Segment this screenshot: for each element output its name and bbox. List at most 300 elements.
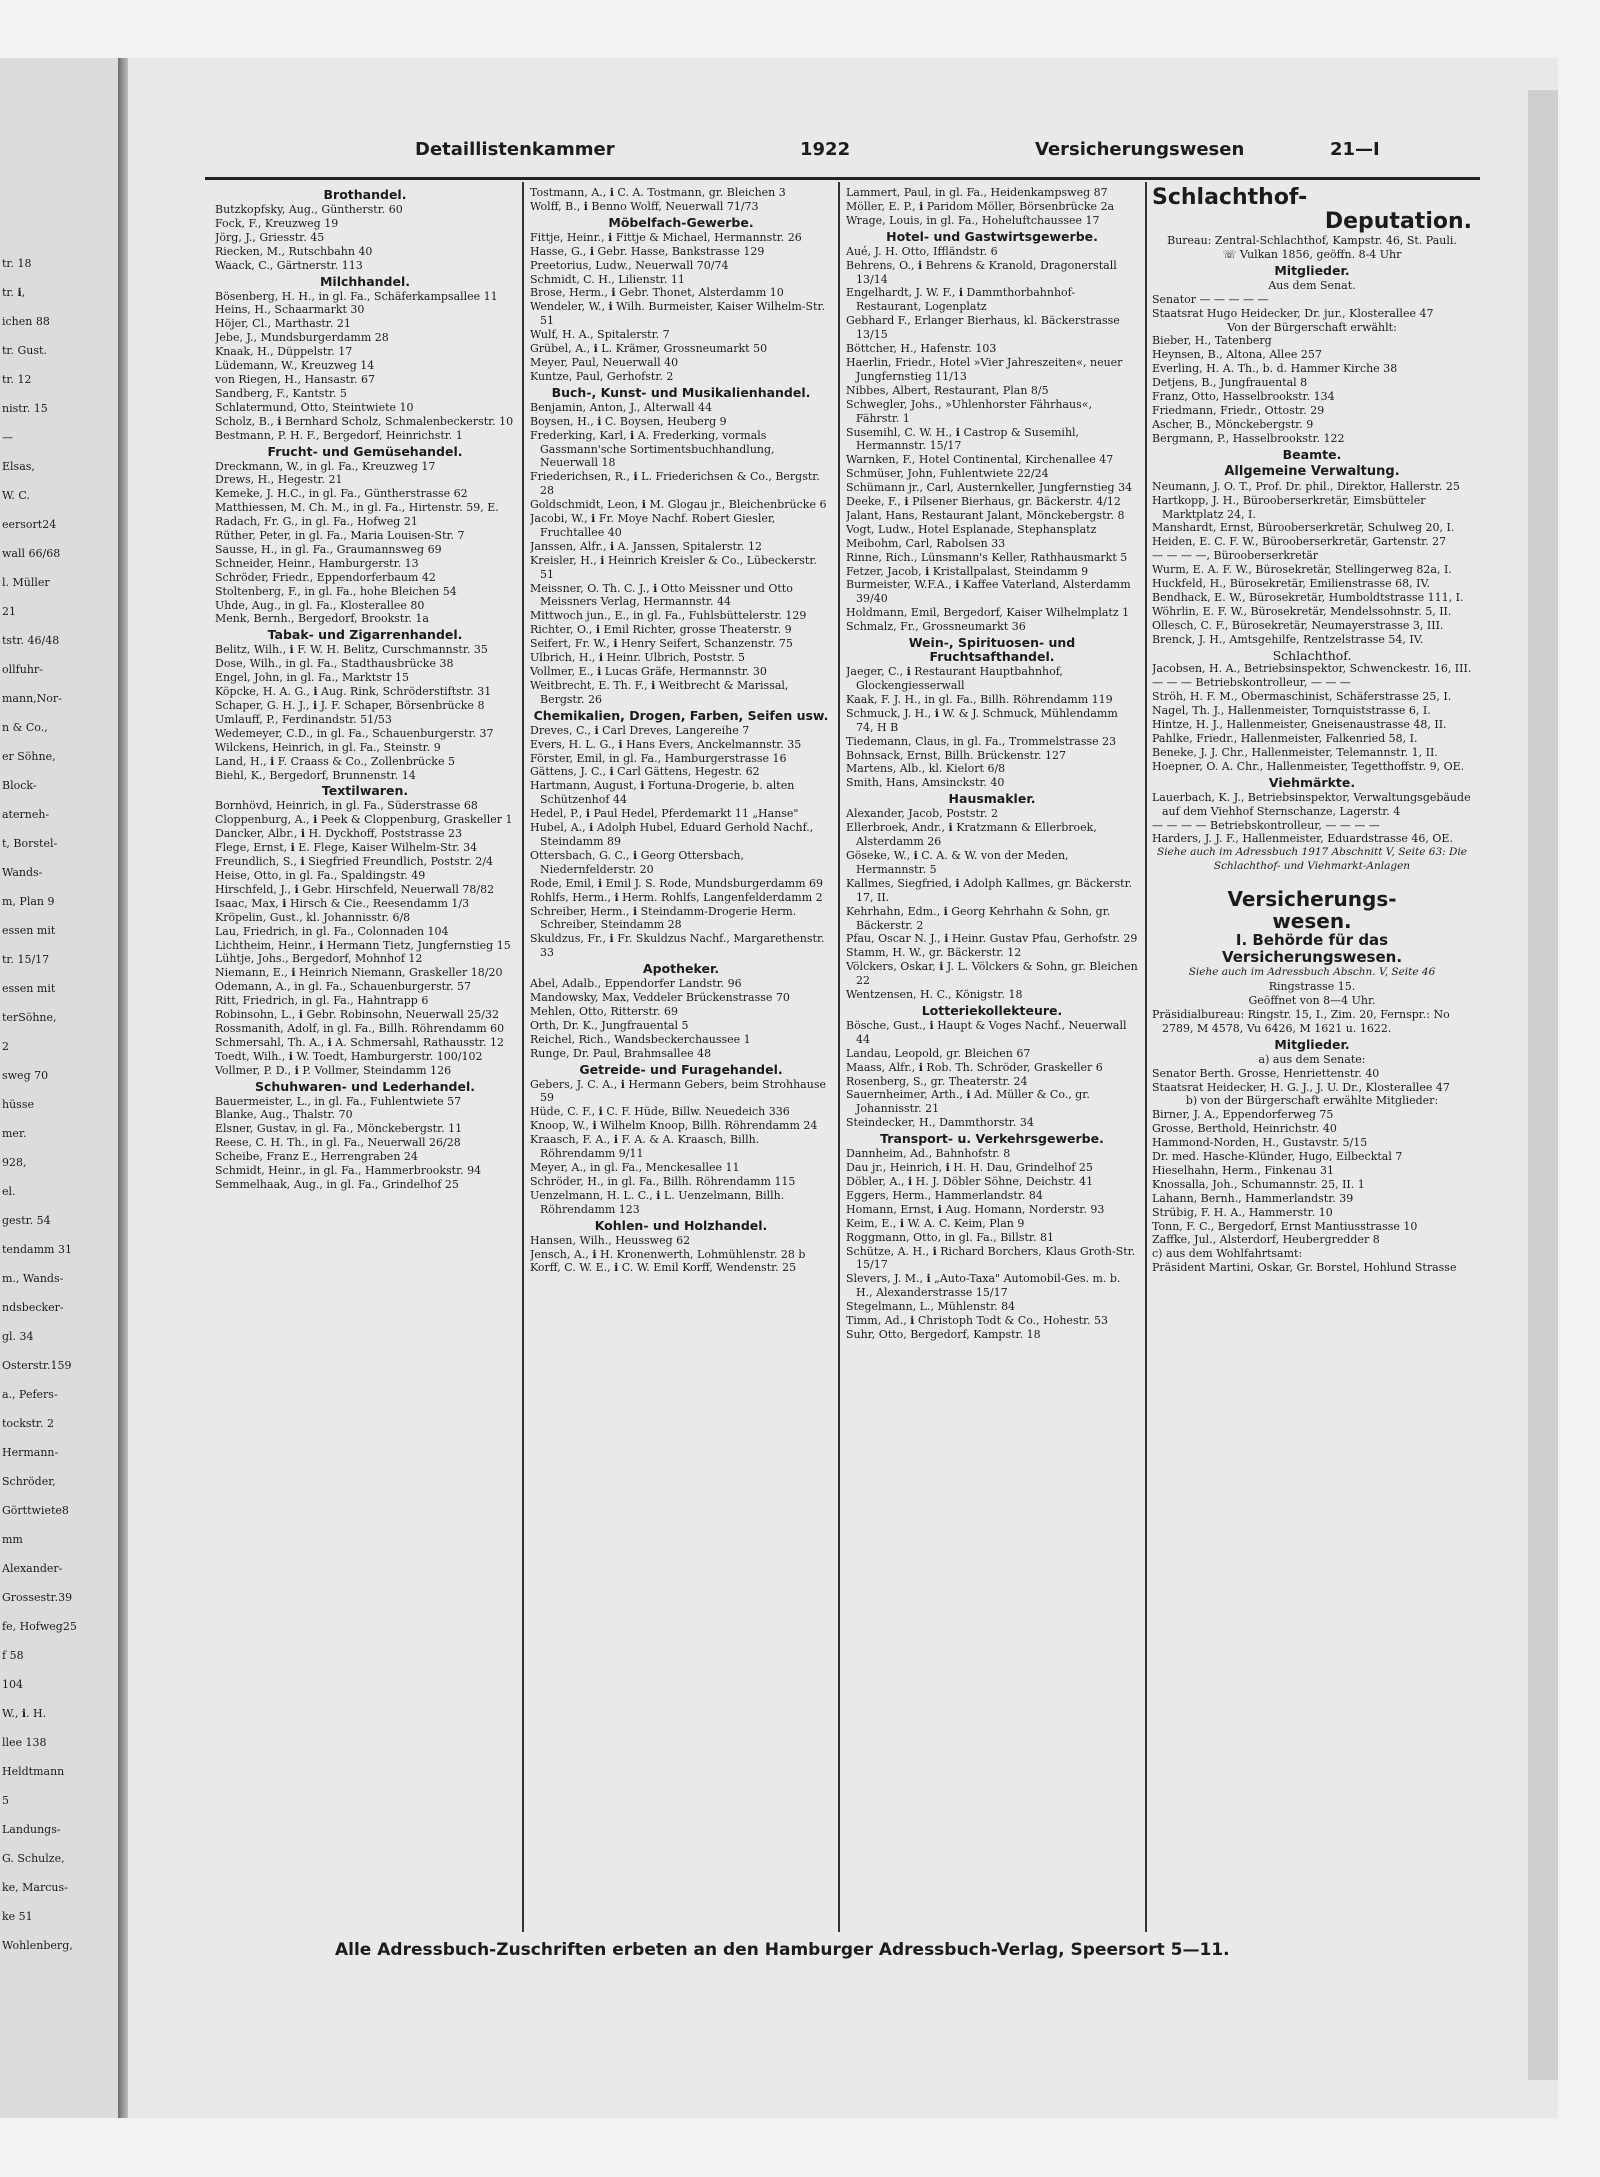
section-heading: Wein-, Spirituosen- und Fruchtsafthandel. [908, 635, 1076, 665]
section-heading: Transport- u. Verkehrsgewerbe. [880, 1131, 1104, 1147]
directory-entry: Bergmann, P., Hasselbrookstr. 122 [1152, 431, 1345, 445]
directory-entry: Heiden, E. C. F. W., Bürooberserkretär, Gartenstr. 27 [1152, 535, 1447, 549]
directory-entry: Rode, Emil, ℹ Emil J. S. Rode, Mundsburgerdamm 69 [530, 876, 824, 890]
directory-entry: Schröder, H., in gl. Fa., Billh. Röhrendamm 115 [530, 1174, 796, 1188]
directory-entry: Weitbrecht, E. Th. F., ℹ Weitbrecht & Marissal, Bergstr. 26 [530, 678, 789, 706]
directory-entry: Hasse, G., ℹ Gebr. Hasse, Bankstrasse 129 [530, 244, 765, 258]
directory-entry: Schmalz, Fr., Grossneumarkt 36 [846, 620, 1026, 634]
directory-entry: Döbler, A., ℹ H. J. Döbler Söhne, Deichstr. 41 [846, 1175, 1094, 1188]
left-page-text-fragment: el. [2, 1185, 16, 1198]
directory-entry: Grübel, A., ℹ L. Krämer, Grossneumarkt 50 [530, 342, 768, 356]
directory-entry: Jörg, J., Griesstr. 45 [215, 230, 325, 244]
ringstrasse: Ringstrasse 15. [1268, 980, 1356, 994]
directory-entry: Rossmanith, Adolf, in gl. Fa., Billh. Röhrendamm 60 [215, 1021, 505, 1035]
left-page-text-fragment: ke 51 [2, 1910, 33, 1923]
directory-entry: Holdmann, Emil, Bergedorf, Kaiser Wilhelmplatz 1 [846, 606, 1130, 620]
column-rule [838, 182, 840, 1932]
directory-entry: Evers, H. L. G., ℹ Hans Evers, Anckelmannstr. 35 [530, 737, 802, 751]
left-page-text-fragment: er Söhne, [2, 750, 56, 763]
directory-entry: Meyer, A., in gl. Fa., Menckesallee 11 [530, 1161, 740, 1174]
verwaltung-list [1152, 480, 1472, 647]
directory-entry: Böttcher, H., Hafenstr. 103 [846, 342, 997, 356]
directory-entry: Haerlin, Friedr., Hotel »Vier Jahreszeiten«, neuer Jungfernstieg 11/13 [846, 355, 1123, 383]
left-page-text-fragment: 928, [2, 1156, 27, 1169]
directory-entry: Stegelmann, L., Mühlenstr. 84 [846, 1300, 1016, 1314]
directory-entry: Senator Berth. Grosse, Henriettenstr. 40 [1152, 1066, 1380, 1080]
directory-entry: Wilckens, Heinrich, in gl. Fa., Steinstr. 9 [215, 740, 441, 754]
directory-entry: Hubel, A., ℹ Adolph Hubel, Eduard Gerhold Nachf., Steindamm 89 [530, 821, 814, 848]
directory-entry: Dose, Wilh., in gl. Fa., Stadthausbrücke 38 [215, 657, 454, 671]
directory-entry: Hüde, C. F., ℹ C. F. Hüde, Billw. Neuedeich 336 [530, 1105, 790, 1119]
directory-entry: Jaeger, C., ℹ Restaurant Hauptbahnhof, Glockengiesserwall [846, 665, 1063, 692]
left-page-text-fragment: wall 66/68 [2, 547, 61, 560]
section-heading: Chemikalien, Drogen, Farben, Seifen usw. [533, 707, 829, 723]
publisher-footer: Alle Adressbuch-Zuschriften erbeten an den Hamburger Adressbuch-Verlag, Speersort 5—11. [335, 1940, 1230, 1960]
column-rule [1145, 182, 1147, 1932]
behoerde-heading: I. Behörde für das Versicherungswesen. [1221, 931, 1403, 967]
directory-entry: Goldschmidt, Leon, ℹ M. Glogau jr., Bleichenbrücke 6 [530, 498, 827, 512]
directory-entry: Bösenberg, H. H., in gl. Fa., Schäferkampsallee 11 [215, 289, 498, 303]
left-page-text-fragment: essen mit [2, 982, 56, 995]
header-left: Detaillistenkammer [415, 139, 615, 160]
directory-entry: Wolff, B., ℹ Benno Wolff, Neuerwall 71/73 [530, 199, 759, 213]
directory-entry: Dr. med. Hasche-Klünder, Hugo, Eilbecktal 7 [1152, 1150, 1403, 1164]
allg-verwaltung-heading: Allgemeine Verwaltung. [1224, 463, 1400, 479]
directory-entry: Everling, H. A. Th., b. d. Hammer Kirche 38 [1152, 362, 1398, 376]
directory-entry: Höjer, Cl., Marthastr. 21 [215, 317, 351, 331]
section-heading: Möbelfach-Gewerbe. [608, 214, 754, 230]
directory-entry: Tiedemann, Claus, in gl. Fa., Trommelstrasse 23 [846, 734, 1117, 748]
directory-entry: Matthiessen, M. Ch. M., in gl. Fa., Hirtenstr. 59, E. [215, 501, 499, 515]
directory-entry: Ritt, Friedrich, in gl. Fa., Hahntrapp 6 [215, 994, 429, 1008]
directory-entry: Scheibe, Franz E., Herrengraben 24 [215, 1150, 418, 1164]
left-page-text-fragment: 5 [2, 1794, 9, 1807]
directory-entry: Robinsohn, L., ℹ Gebr. Robinsohn, Neuerwall 25/32 [215, 1008, 500, 1022]
directory-entry: Sandberg, F., Kantstr. 5 [215, 386, 347, 400]
left-page-text-fragment: — [2, 431, 13, 444]
directory-entry: Uenzelmann, H. L. C., ℹ L. Uenzelmann, Billh. Röhrendamm 123 [530, 1188, 785, 1216]
directory-entry: Schmuck, J. H., ℹ W. & J. Schmuck, Mühlendamm 74, H B [846, 706, 1118, 734]
left-page-text-fragment: ichen 88 [2, 315, 50, 328]
directory-entry: Schmidt, C. H., Lilienstr. 11 [530, 272, 685, 286]
left-page-text-fragment: m., Wands- [2, 1272, 64, 1285]
column-1 [215, 186, 515, 1931]
directory-entry: Boysen, H., ℹ C. Boysen, Heuberg 9 [530, 414, 727, 428]
directory-entry: Bestmann, P. H. F., Bergedorf, Heinrichstr. 1 [215, 428, 463, 442]
directory-entry: Wrage, Louis, in gl. Fa., Hoheluftchaussee 17 [846, 213, 1100, 227]
schlachthof-list [1152, 662, 1472, 773]
directory-entry: Mehlen, Otto, Ritterstr. 69 [530, 1004, 678, 1018]
header-rule [205, 177, 1480, 180]
directory-entry: Isaac, Max, ℹ Hirsch & Cie., Reesendamm 1/3 [215, 896, 470, 910]
praesidialbureau: Präsidialbureau: Ringstr. 15, I., Zim. 20, Fernspr.: No 2789, M 4578, Vu 6426, M 1621 u. 1622. [1152, 1007, 1450, 1035]
left-page-text-fragment: G. Schulze, [2, 1852, 65, 1865]
left-page-text-fragment: 104 [2, 1678, 23, 1691]
directory-entry: Stoltenberg, F., in gl. Fa., hohe Bleichen 54 [215, 584, 457, 598]
left-page-text-fragment: llee 138 [2, 1736, 47, 1749]
section-heading: Brothandel. [323, 187, 407, 202]
directory-entry: Landau, Leopold, gr. Bleichen 67 [846, 1046, 1031, 1060]
directory-entry: Köpcke, H. A. G., ℹ Aug. Rink, Schröderstiftstr. 31 [215, 685, 492, 699]
staatsrat-entry: Staatsrat Hugo Heidecker, Dr. jur., Klosterallee 47 [1152, 306, 1434, 320]
left-page-text-fragment: nistr. 15 [2, 402, 48, 415]
directory-entry: Schmersahl, Th. A., ℹ A. Schmersahl, Rathausstr. 12 [215, 1035, 505, 1049]
directory-entry: Butzkopfsky, Aug., Güntherstr. 60 [215, 203, 403, 216]
left-page-text-fragment: Alexander- [2, 1562, 63, 1575]
left-page-text-fragment: Schröder, [2, 1475, 56, 1488]
directory-entry: Jensch, A., ℹ H. Kronenwerth, Lohmühlenstr. 28 b [530, 1247, 806, 1261]
directory-entry: Skuldzus, Fr., ℹ Fr. Skuldzus Nachf., Margarethenstr. 33 [530, 932, 825, 960]
directory-entry: Jacobi, W., ℹ Fr. Moye Nachf. Robert Giesler, Fruchtallee 40 [530, 512, 776, 539]
left-page-text-fragment: mer. [2, 1127, 27, 1140]
directory-entry: Richter, O., ℹ Emil Richter, grosse Theaterstr. 9 [530, 623, 792, 637]
left-page-text-fragment: tr. 18 [2, 257, 32, 270]
directory-entry: von Riegen, H., Hansastr. 67 [215, 372, 375, 386]
directory-entry: Waack, C., Gärtnerstr. 113 [215, 258, 363, 272]
directory-entry: Bösche, Gust., ℹ Haupt & Voges Nachf., Neuerwall 44 [846, 1018, 1127, 1046]
deputation-title: Deputation. [1324, 209, 1472, 234]
directory-entry: Wendeler, W., ℹ Wilh. Burmeister, Kaiser Wilhelm-Str. 51 [530, 300, 826, 328]
left-page-text-fragment: n & Co., [2, 721, 48, 734]
directory-entry: Timm, Ad., ℹ Christoph Todt & Co., Hohestr. 53 [846, 1314, 1109, 1328]
left-page-text-fragment: aterneh- [2, 808, 50, 821]
directory-entry: Schütze, A. H., ℹ Richard Borchers, Klaus Groth-Str. 15/17 [846, 1244, 1136, 1272]
directory-entry: Seifert, Fr. W., ℹ Henry Seifert, Schanzenstr. 75 [530, 637, 793, 651]
directory-entry: Runge, Dr. Paul, Brahmsallee 48 [530, 1046, 712, 1060]
directory-entry: Wöhrlin, E. F. W., Bürosekretär, Mendelssohnstr. 5, II. [1152, 604, 1452, 618]
left-page-text-fragment: Grossestr.39 [2, 1591, 73, 1604]
directory-entry: Gebhard F., Erlanger Bierhaus, kl. Bäckerstrasse 13/15 [846, 314, 1120, 342]
directory-entry: — — — Betriebskontrolleur, — — — [1152, 676, 1351, 690]
directory-entry: Brenck, J. H., Amtsgehilfe, Rentzelstrasse 54, IV. [1152, 632, 1424, 646]
directory-entry: Korff, C. W. E., ℹ C. W. Emil Korff, Wendenstr. 25 [530, 1261, 797, 1275]
directory-entry: Fetzer, Jacob, ℹ Kristallpalast, Steindamm 9 [846, 564, 1089, 578]
directory-entry: — — — —, Bürooberserkretär [1152, 549, 1319, 563]
directory-entry: Suhr, Otto, Bergedorf, Kampstr. 18 [846, 1327, 1041, 1341]
directory-entry: Kreisler, H., ℹ Heinrich Kreisler & Co., Lübeckerstr. 51 [530, 553, 817, 581]
senate-members-list [1152, 1067, 1472, 1095]
left-page-text-fragment: ollfuhr- [2, 663, 43, 676]
directory-entry: Dreckmann, W., in gl. Fa., Kreuzweg 17 [215, 459, 436, 473]
directory-entry: Belitz, Wilh., ℹ F. W. H. Belitz, Curschmannstr. 35 [215, 643, 488, 657]
section-heading: Apotheker. [642, 961, 720, 977]
directory-entry: Janssen, Alfr., ℹ A. Janssen, Spitalerstr. 12 [530, 539, 763, 553]
directory-entry: Burmeister, W.F.A., ℹ Kaffee Vaterland, Alsterdamm 39/40 [846, 578, 1131, 606]
directory-entry: Umlauff, P., Ferdinandstr. 51/53 [215, 712, 392, 726]
directory-entry: Scholz, B., ℹ Bernhard Scholz, Schmalenbeckerstr. 10 [215, 414, 514, 428]
directory-entry: Hartmann, August, ℹ Fortuna-Drogerie, b. alten Schützenhof 44 [530, 779, 795, 807]
directory-entry: Uhde, Aug., in gl. Fa., Klosterallee 80 [215, 598, 425, 612]
directory-entry: Rosenberg, S., gr. Theaterstr. 24 [846, 1074, 1028, 1088]
directory-entry: Förster, Emil, in gl. Fa., Hamburgerstrasse 16 [530, 751, 787, 765]
directory-entry: c) aus dem Wohlfahrtsamt: [1152, 1247, 1303, 1261]
viehmaerkte-heading: Viehmärkte. [1268, 774, 1356, 790]
directory-entry: Hintze, H. J., Hallenmeister, Gneisenaustrasse 48, II. [1152, 718, 1447, 732]
directory-entry: Odemann, A., in gl. Fa., Schauenburgerstr. 57 [215, 980, 472, 994]
column-2 [530, 186, 832, 1931]
directory-entry: Cloppenburg, A., ℹ Peek & Cloppenburg, Graskeller 1 [215, 813, 513, 827]
directory-entry: Biehl, K., Bergedorf, Brunnenstr. 14 [215, 768, 416, 782]
left-page-text-fragment: gl. 34 [2, 1330, 34, 1343]
header-page-number: 21—I [1330, 139, 1380, 160]
directory-entry: Lichtheim, Heinr., ℹ Hermann Tietz, Jungfernstieg 15 [215, 938, 511, 952]
left-page-text-fragment: Osterstr.159 [2, 1359, 72, 1372]
directory-entry: Ottersbach, G. C., ℹ Georg Ottersbach, Niedernfelderstr. 20 [530, 848, 745, 876]
directory-entry: Keim, E., ℹ W. A. C. Keim, Plan 9 [846, 1216, 1025, 1230]
directory-entry: Knaak, H., Düppelstr. 17 [215, 345, 353, 359]
directory-entry: Orth, Dr. K., Jungfrauental 5 [530, 1018, 689, 1032]
directory-entry: Heins, H., Schaarmarkt 30 [215, 303, 365, 317]
buergerschaft-label-2: b) von der Bürgerschaft erwählte Mitglieder: [1185, 1094, 1439, 1108]
directory-entry: Huckfeld, H., Bürosekretär, Emilienstrasse 68, IV. [1152, 577, 1431, 591]
directory-entry: Freundlich, S., ℹ Siegfried Freundlich, Poststr. 2/4 [215, 855, 494, 869]
directory-entry: Göseke, W., ℹ C. A. & W. von der Meden, Hermannstr. 5 [846, 848, 1069, 876]
directory-entry: Hedel, P., ℹ Paul Hedel, Pferdemarkt 11 „Hanse" [530, 807, 799, 821]
left-page-text-fragment: tr. 15/17 [2, 953, 50, 966]
section-heading: Textilwaren. [321, 783, 409, 799]
directory-entry: Niemann, E., ℹ Heinrich Niemann, Graskeller 18/20 [215, 966, 503, 980]
directory-entry: Sauernheimer, Arth., ℹ Ad. Müller & Co., gr. Johannisstr. 21 [846, 1088, 1090, 1116]
left-page-text-fragment: terSöhne, [2, 1011, 57, 1024]
versicherungs-title: Versicherungs- [1227, 887, 1397, 912]
left-page-text-fragment: Hermann- [2, 1446, 59, 1459]
directory-entry: Heynsen, B., Altona, Allee 257 [1152, 348, 1322, 362]
directory-entry: — — — — Betriebskontrolleur, — — — — [1152, 818, 1380, 832]
directory-entry: Mandowsky, Max, Veddeler Brückenstrasse 70 [530, 991, 790, 1005]
directory-entry: Preetorius, Ludw., Neuerwall 70/74 [530, 258, 729, 272]
directory-entry: Rinne, Rich., Lünsmann's Keller, Rathhausmarkt 5 [846, 550, 1128, 564]
directory-entry: Land, H., ℹ F. Craass & Co., Zollenbrücke 5 [215, 754, 455, 768]
left-page-text-fragment: Elsas, [2, 460, 35, 473]
section-heading: Schuhwaren- und Lederhandel. [255, 1078, 475, 1094]
left-page-text-fragment: ke, Marcus- [2, 1881, 68, 1894]
directory-entry: Franz, Otto, Hasselbrookstr. 134 [1152, 390, 1335, 404]
buergerschaft-label: Von der Bürgerschaft erwählt: [1227, 320, 1397, 334]
directory-entry: Wulf, H. A., Spitalerstr. 7 [530, 328, 670, 342]
left-page-text-fragment: Wands- [2, 866, 43, 879]
directory-entry: Eggers, Herm., Hammerlandstr. 84 [846, 1188, 1043, 1202]
directory-entry: Gättens, J. C., ℹ Carl Gättens, Hegestr. 62 [530, 765, 760, 779]
directory-entry: Maass, Alfr., ℹ Rob. Th. Schröder, Graskeller 6 [846, 1060, 1103, 1074]
directory-entry: Birner, J. A., Eppendorferweg 75 [1152, 1108, 1334, 1122]
left-page-text-fragment: tstr. 46/48 [2, 634, 60, 647]
section-heading: Tabak- und Zigarrenhandel. [267, 627, 463, 643]
directory-entry: Lau, Friedrich, in gl. Fa., Colonnaden 104 [215, 924, 449, 938]
directory-entry: Stamm, H. W., gr. Bäckerstr. 12 [846, 946, 1022, 960]
directory-entry: Roggmann, Otto, in gl. Fa., Billstr. 81 [846, 1230, 1054, 1244]
directory-entry: Hansen, Wilh., Heussweg 62 [530, 1233, 691, 1247]
column-4 [1152, 186, 1472, 1931]
directory-entry: Fock, F., Kreuzweg 19 [215, 216, 339, 230]
directory-entry: Dreves, C., ℹ Carl Dreves, Langereihe 7 [530, 723, 750, 737]
directory-entry: Lühtje, Johs., Bergedorf, Mohnhof 12 [215, 952, 423, 966]
directory-entry: Ulbrich, H., ℹ Heinr. Ulbrich, Poststr. 5 [530, 651, 745, 665]
directory-entry: Kallmes, Siegfried, ℹ Adolph Kallmes, gr. Bäckerstr. 17, II. [846, 876, 1133, 904]
directory-entry: Radach, Fr. G., in gl. Fa., Hofweg 21 [215, 515, 418, 529]
left-page-text-fragment: tendamm 31 [2, 1243, 72, 1256]
senate-label-2: a) aus dem Senate: [1258, 1052, 1366, 1066]
directory-entry: Tonn, F. C., Bergedorf, Ernst Mantiusstrasse 10 [1152, 1219, 1418, 1233]
directory-entry: Hirschfeld, J., ℹ Gebr. Hirschfeld, Neuerwall 78/82 [215, 882, 495, 896]
directory-entry: Gebers, J. C. A., ℹ Hermann Gebers, beim Strohhause 59 [530, 1077, 826, 1105]
directory-entry: Susemihl, C. W. H., ℹ Castrop & Susemihl, Hermannstr. 15/17 [846, 425, 1080, 453]
left-page-text-fragment: tr. Gust. [2, 344, 47, 357]
members-heading-2: Mitglieder. [1274, 1036, 1350, 1052]
left-page-text-fragment: sweg 70 [2, 1069, 49, 1082]
directory-entry: Bendhack, E. W., Bürosekretär, Humboldtstrasse 111, I. [1152, 590, 1464, 604]
left-page-text-fragment: tockstr. 2 [2, 1417, 54, 1430]
left-page-text-fragment: hüsse [2, 1098, 34, 1111]
directory-entry: Präsident Martini, Oskar, Gr. Borstel, Hohlund Strasse [1152, 1261, 1457, 1275]
section-heading: Hotel- und Gastwirtsgewerbe. [886, 228, 1098, 244]
directory-entry: Kuntze, Paul, Gerhofstr. 2 [530, 369, 674, 383]
senate-label: Aus dem Senat. [1268, 278, 1356, 292]
directory-entry: Schmüser, John, Fuhlentwiete 22/24 [846, 467, 1049, 481]
directory-entry: Kröpelin, Gust., kl. Johannisstr. 6/8 [215, 910, 411, 924]
directory-entry: Nagel, Th. J., Hallenmeister, Tornquiststrasse 6, I. [1152, 704, 1431, 718]
page-edge [1528, 90, 1558, 2080]
directory-entry: Schmidt, Heinr., in gl. Fa., Hammerbrookstr. 94 [215, 1164, 482, 1178]
directory-entry: Behrens, O., ℹ Behrens & Kranold, Dragonerstall 13/14 [846, 258, 1117, 286]
directory-entry: Mittwoch jun., E., in gl. Fa., Fuhlsbüttelerstr. 129 [530, 609, 807, 623]
directory-entry: Engelhardt, J. W. F., ℹ Dammthorbahnhof-Restaurant, Logenplatz [846, 286, 1076, 314]
left-page-text-fragment: essen mit [2, 924, 56, 937]
page-header [205, 135, 1480, 171]
directory-entry: Riecken, M., Rutschbahn 40 [215, 244, 373, 258]
directory-entry: Rüther, Peter, in gl. Fa., Maria Louisen-Str. 7 [215, 529, 465, 543]
directory-entry: Lammert, Paul, in gl. Fa., Heidenkampsweg 87 [846, 186, 1108, 199]
column-rule [522, 182, 524, 1932]
directory-entry: Schreiber, Herm., ℹ Steindamm-Drogerie Herm. Schreiber, Steindamm 28 [530, 904, 797, 932]
left-page-text-fragment: Wohlenberg, [2, 1939, 73, 1952]
directory-entry: Pfau, Oscar N. J., ℹ Heinr. Gustav Pfau, Gerhofstr. 29 [846, 932, 1138, 946]
directory-entry: Friedmann, Friedr., Ottostr. 29 [1152, 403, 1325, 417]
directory-entry: Hieselhahn, Herm., Finkenau 31 [1152, 1163, 1335, 1177]
directory-entry: Manshardt, Ernst, Bürooberserkretär, Schulweg 20, I. [1152, 521, 1455, 535]
directory-entry: Jebe, J., Mundsburgerdamm 28 [215, 331, 389, 345]
section-heading: Getreide- und Furagehandel. [579, 1061, 783, 1077]
left-page-text-fragment: gestr. 54 [2, 1214, 51, 1227]
directory-entry: Hammond-Norden, H., Gustavstr. 5/15 [1152, 1136, 1368, 1150]
left-page-text-fragment: W., ℹ. H. [2, 1707, 47, 1720]
directory-entry: Meibohm, Carl, Rabolsen 33 [846, 536, 1006, 550]
section-heading: Frucht- und Gemüsehandel. [267, 443, 463, 459]
directory-entry: Toedt, Wilh., ℹ W. Toedt, Hamburgerstr. 100/102 [215, 1049, 483, 1063]
section-heading: Hausmakler. [948, 791, 1036, 807]
directory-entry: Neumann, J. O. T., Prof. Dr. phil., Direktor, Hallerstr. 25 [1152, 479, 1460, 493]
section-heading: Milchhandel. [319, 273, 410, 289]
bureau-phone: ☏ Vulkan 1856, geöffn. 8-4 Uhr [1222, 247, 1402, 261]
directory-entry: Warnken, F., Hotel Continental, Kirchenallee 47 [846, 453, 1114, 467]
directory-entry: Möller, E. P., ℹ Paridom Möller, Börsenbrücke 2a [846, 199, 1115, 213]
directory-entry: Abel, Adalb., Eppendorfer Landstr. 96 [530, 977, 742, 991]
members-heading: Mitglieder. [1274, 262, 1350, 278]
header-year: 1922 [800, 139, 851, 160]
directory-entry: Elsner, Gustav, in gl. Fa., Mönckebergstr. 11 [215, 1122, 463, 1136]
senator-entry: Senator — — — — — [1152, 292, 1269, 306]
column-3 [846, 186, 1138, 1931]
directory-entry: Homann, Ernst, ℹ Aug. Homann, Norderstr. 93 [846, 1202, 1105, 1216]
directory-entry: Schlatermund, Otto, Steintwiete 10 [215, 400, 414, 414]
directory-entry: Schröder, Friedr., Eppendorferbaum 42 [215, 570, 436, 584]
directory-entry: Tostmann, A., ℹ C. A. Tostmann, gr. Bleichen 3 [530, 186, 786, 199]
directory-entry: Schümann jr., Carl, Austernkeller, Jungfernstieg 34 [846, 481, 1133, 495]
directory-entry: Rohlfs, Herm., ℹ Herm. Rohlfs, Langenfelderdamm 2 [530, 890, 823, 904]
directory-entry: Bauermeister, L., in gl. Fa., Fuhlentwiete 57 [215, 1094, 462, 1108]
directory-entry: Dannheim, Ad., Bahnhofstr. 8 [846, 1147, 1011, 1161]
left-page-text-fragment: m, Plan 9 [2, 895, 55, 908]
directory-entry: Schneider, Heinr., Hamburgerstr. 13 [215, 556, 419, 570]
directory-entry: Deeke, F., ℹ Pilsener Bierhaus, gr. Bäckerstr. 4/12 [846, 495, 1121, 509]
directory-entry: Heise, Otto, in gl. Fa., Spaldingstr. 49 [215, 868, 426, 882]
directory-entry: Kraasch, F. A., ℹ F. A. & A. Kraasch, Billh. Röhrendamm 9/11 [530, 1133, 760, 1161]
siehe-auch-note: Siehe auch im Adressbuch 1917 Abschnitt V, Seite 63: Die Schlachthof- und Viehmarkt-Anlagen [1157, 846, 1467, 873]
directory-entry: Grosse, Berthold, Heinrichstr. 40 [1152, 1122, 1337, 1136]
directory-entry: Alexander, Jacob, Poststr. 2 [846, 807, 998, 821]
left-page-text-fragment: 21 [2, 605, 16, 618]
directory-entry: Ellerbroek, Andr., ℹ Kratzmann & Ellerbroek, Alsterdamm 26 [846, 821, 1097, 849]
left-page-text-fragment: mann,Nor- [2, 692, 62, 705]
left-page-text-fragment: tr. 12 [2, 373, 32, 386]
directory-entry: Kaak, F. J. H., in gl. Fa., Billh. Röhrendamm 119 [846, 692, 1113, 706]
directory-entry: Schaper, G. H. J., ℹ J. F. Schaper, Börsenbrücke 8 [215, 699, 485, 712]
directory-entry: Reichel, Rich., Wandsbeckerchaussee 1 [530, 1032, 751, 1046]
directory-entry: Meyer, Paul, Neuerwall 40 [530, 355, 679, 369]
left-page-text-fragment: l. Müller [2, 576, 50, 589]
left-page-text-fragment: 2 [2, 1040, 9, 1053]
bureau-address: Bureau: Zentral-Schlachthof, Kampstr. 46, St. Pauli. [1167, 234, 1457, 247]
directory-entry: Pahlke, Friedr., Hallenmeister, Falkenried 58, I. [1152, 732, 1418, 745]
directory-entry: Völckers, Oskar, ℹ J. L. Völckers & Sohn, gr. Bleichen 22 [846, 960, 1138, 988]
directory-entry: Vogt, Ludw., Hotel Esplanade, Stephansplatz [846, 522, 1097, 536]
left-page-text-fragment: Block- [2, 779, 37, 792]
directory-entry: Ollesch, C. F., Bürosekretär, Neumayerstrasse 3, III. [1152, 618, 1444, 632]
directory-entry: Wedemeyer, C.D., in gl. Fa., Schauenburgerstr. 37 [215, 726, 494, 740]
directory-entry: Harders, J. J. F., Hallenmeister, Eduardstrasse 46, OE. [1152, 832, 1453, 846]
directory-entry: Flege, Ernst, ℹ E. Flege, Kaiser Wilhelm-Str. 34 [215, 841, 478, 855]
left-page-text-fragment: Görttwiete8 [2, 1504, 69, 1517]
left-page-text-fragment: a., Pefers- [2, 1388, 58, 1401]
book-gutter [118, 58, 128, 2118]
directory-entry: Kemeke, J. H.C., in gl. Fa., Güntherstrasse 62 [215, 487, 468, 501]
left-page-text-fragment: Landungs- [2, 1823, 61, 1836]
directory-entry: Meissner, O. Th. C. J., ℹ Otto Meissner und Otto Meissners Verlag, Hermannstr. 44 [530, 581, 793, 609]
directory-entry: Wurm, E. A. F. W., Bürosekretär, Stellingerweg 82a, I. [1152, 563, 1452, 577]
directory-entry: Frederking, Karl, ℹ A. Frederking, vormals Gassmann'sche Sortimentsbuchhandlung, Neuerwall 18 [530, 428, 775, 470]
directory-entry: Fittje, Heinr., ℹ Fittje & Michael, Hermannstr. 26 [530, 230, 802, 244]
left-page-text-fragment: tr. ℹ, [2, 286, 26, 299]
directory-entry: Reese, C. H. Th., in gl. Fa., Neuerwall 26/28 [215, 1136, 461, 1150]
section-heading: Buch-, Kunst- und Musikalienhandel. [551, 384, 811, 400]
directory-entry: Knoop, W., ℹ Wilhelm Knoop, Billh. Röhrendamm 24 [530, 1119, 818, 1133]
left-page-fragment [0, 58, 121, 2118]
directory-entry: Steindecker, H., Dammthorstr. 34 [846, 1116, 1034, 1130]
directory-entry: Bieber, H., Tatenberg [1152, 334, 1272, 348]
left-page-text-fragment: fe, Hofweg25 [2, 1620, 77, 1633]
opening-hours: Geöffnet von 8—4 Uhr. [1248, 993, 1376, 1007]
beamte-heading: Beamte. [1282, 446, 1342, 462]
wesen-title: wesen. [1272, 909, 1352, 934]
left-page-text-fragment: W. C. [2, 489, 30, 502]
elected-members-list [1152, 1108, 1472, 1275]
directory-entry: Hoepner, O. A. Chr., Hallenmeister, Tegetthoffstr. 9, OE. [1152, 759, 1465, 773]
section-heading: Lotteriekollekteure. [921, 1002, 1063, 1018]
directory-entry: Lahann, Bernh., Hammerlandstr. 39 [1152, 1191, 1354, 1205]
directory-entry: Smith, Hans, Amsinckstr. 40 [846, 776, 1005, 790]
directory-entry: Ströh, H. F. M., Obermaschinist, Schäferstrasse 25, I. [1152, 690, 1452, 704]
directory-entry: Menk, Bernh., Bergedorf, Brookstr. 1a [215, 612, 429, 626]
header-section: Versicherungswesen [1035, 139, 1245, 160]
